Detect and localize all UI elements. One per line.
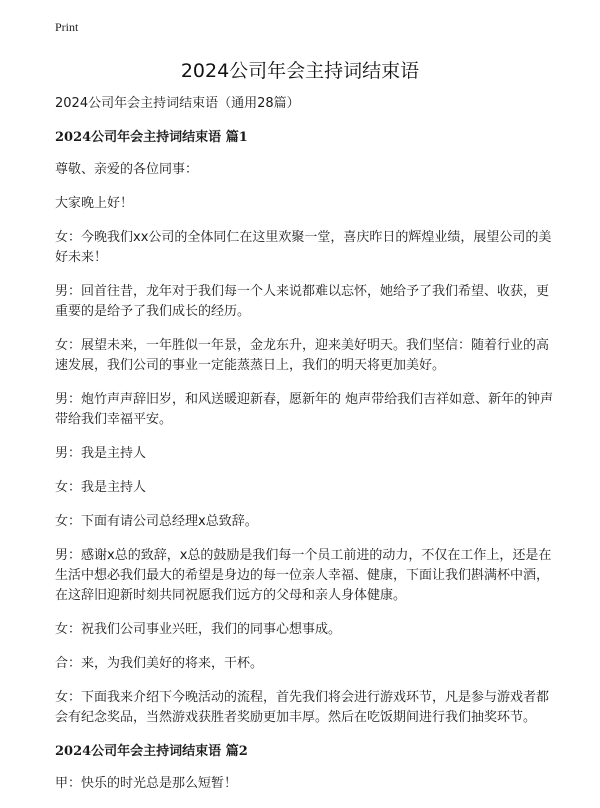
paragraph: 男：感谢x总的致辞，x总的鼓励是我们每一个员工前进的动力，不仅在工作上，还是在生活中想必我们最大的希望是身边的每一位亲人幸福、健康，下面让我们斟满杯中酒，在这辞旧迎新时刻共同祝愿我们远方的父母和亲人身体健康。 [55, 548, 552, 603]
section-heading: 2024公司年会主持词结束语 篇2 [55, 744, 248, 759]
section-2 [55, 742, 555, 794]
paragraph: 女：祝我们公司事业兴旺，我们的同事心想事成。 [55, 622, 342, 637]
paragraph: 男：回首往昔，龙年对于我们每一个人来说都难以忘怀，她给予了我们希望、收获，更重要的是给予了我们成长的经历。 [55, 284, 550, 319]
paragraph: 女：下面有请公司总经理x总致辞。 [55, 514, 258, 529]
page-title: 2024公司年会主持词结束语 [180, 60, 420, 82]
document-body [55, 94, 555, 808]
paragraph: 男：我是主持人 [55, 446, 147, 461]
print-link[interactable]: Print [55, 20, 79, 34]
paragraph: 大家晚上好！ [55, 196, 134, 211]
section-1 [55, 128, 555, 728]
section-heading: 2024公司年会主持词结束语 篇1 [55, 130, 248, 145]
document-subtitle: 2024公司年会主持词结束语（通用28篇） [55, 96, 300, 111]
paragraph: 男：炮竹声声辞旧岁，和风送暖迎新春，愿新年的 炮声带给我们吉祥如意、新年的钟声带给我们幸福平安。 [55, 392, 554, 427]
paragraph: 合：来，为我们美好的将来，干杯。 [55, 656, 264, 671]
paragraph: 女：我是主持人 [55, 480, 147, 495]
paragraph: 女：下面我来介绍下今晚活动的流程，首先我们将会进行游戏环节，凡是参与游戏者都会有纪念奖品，当然游戏获胜者奖励更加丰厚。然后在吃饭期间进行我们抽奖环节。 [55, 690, 550, 725]
paragraph: 女：今晚我们xx公司的全体同仁在这里欢聚一堂，喜庆昨日的辉煌业绩，展望公司的美好未来！ [55, 230, 552, 265]
paragraph: 尊敬、亲爱的各位同事： [55, 162, 199, 177]
paragraph: 女：展望未来，一年胜似一年景，金龙东升，迎来美好明天。我们坚信：随着行业的高速发展，我们公司的事业一定能蒸蒸日上，我们的明天将更加美好。 [55, 338, 550, 373]
paragraph: 甲：快乐的时光总是那么短暂！ [55, 776, 238, 791]
